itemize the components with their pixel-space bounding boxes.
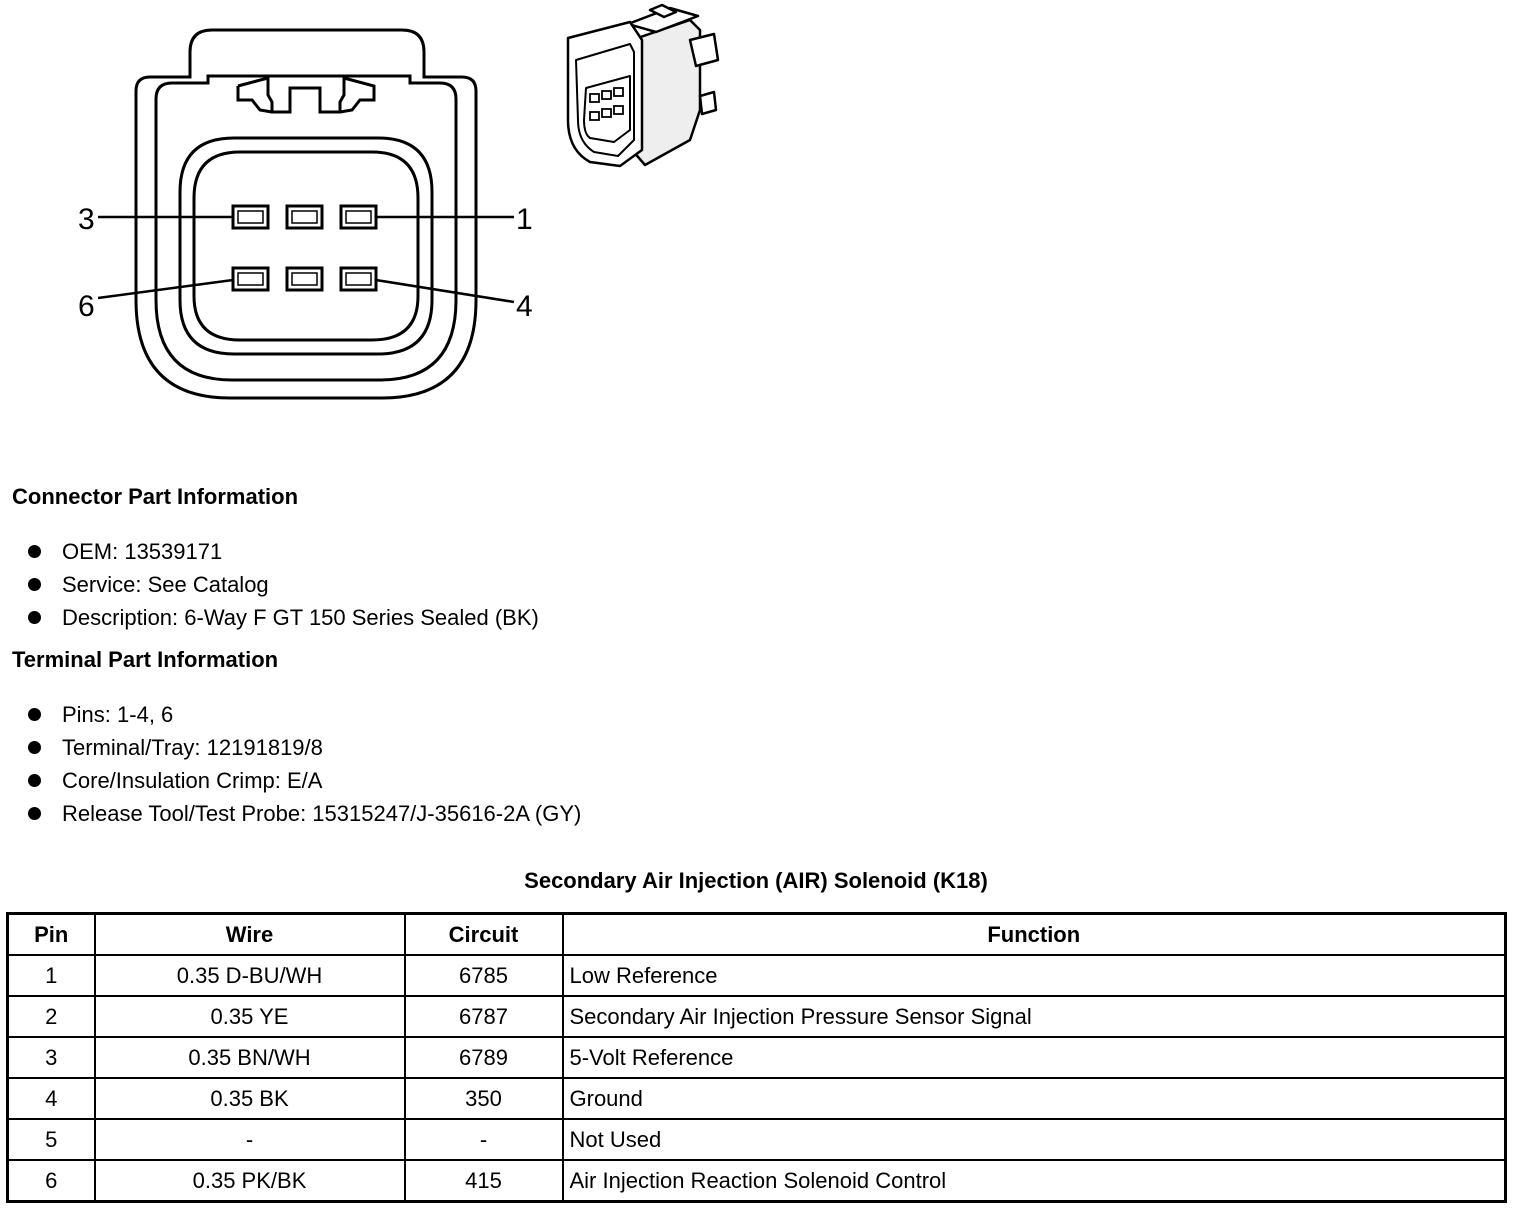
list-item: Service: See Catalog bbox=[28, 568, 539, 601]
connector-face-diagram bbox=[0, 0, 560, 420]
pin-label-1: 1 bbox=[516, 203, 533, 236]
table-row bbox=[8, 1078, 1506, 1119]
table-row bbox=[8, 955, 1506, 996]
cell-function: Low Reference bbox=[563, 955, 1506, 996]
header-function: Function bbox=[563, 914, 1506, 956]
list-item: OEM: 13539171 bbox=[28, 535, 539, 568]
cell-circuit: - bbox=[405, 1119, 563, 1160]
cell-pin: 2 bbox=[8, 996, 95, 1037]
cell-function: Ground bbox=[563, 1078, 1506, 1119]
bullet-icon bbox=[28, 545, 41, 558]
cell-circuit: 6785 bbox=[405, 955, 563, 996]
table-row bbox=[8, 1160, 1506, 1202]
cell-wire: 0.35 D-BU/WH bbox=[95, 955, 405, 996]
table-title: Secondary Air Injection (AIR) Solenoid (K18) bbox=[524, 868, 988, 893]
pin-cavities bbox=[233, 206, 376, 290]
cell-wire: - bbox=[95, 1119, 405, 1160]
bullet-icon bbox=[28, 708, 41, 721]
cell-wire: 0.35 BN/WH bbox=[95, 1037, 405, 1078]
pin-label-4: 4 bbox=[516, 290, 533, 323]
pin-label-6: 6 bbox=[78, 290, 95, 323]
cell-pin: 5 bbox=[8, 1119, 95, 1160]
list-item: Core/Insulation Crimp: E/A bbox=[28, 764, 581, 797]
header-pin: Pin bbox=[8, 914, 95, 956]
cell-wire: 0.35 YE bbox=[95, 996, 405, 1037]
cell-function: Secondary Air Injection Pressure Sensor Signal bbox=[563, 996, 1506, 1037]
cell-pin: 6 bbox=[8, 1160, 95, 1202]
bullet-icon bbox=[28, 807, 41, 820]
table-row bbox=[8, 1037, 1506, 1078]
header-wire: Wire bbox=[95, 914, 405, 956]
cell-wire: 0.35 BK bbox=[95, 1078, 405, 1119]
terminal-info-title: Terminal Part Information bbox=[12, 647, 279, 672]
cell-function: Not Used bbox=[563, 1119, 1506, 1160]
terminal-info-list bbox=[28, 698, 581, 830]
list-item: Terminal/Tray: 12191819/8 bbox=[28, 731, 581, 764]
cell-function: Air Injection Reaction Solenoid Control bbox=[563, 1160, 1506, 1202]
cell-circuit: 6787 bbox=[405, 996, 563, 1037]
table-row bbox=[8, 996, 1506, 1037]
cell-circuit: 415 bbox=[405, 1160, 563, 1202]
pinout-table bbox=[6, 912, 1507, 1203]
cell-function: 5-Volt Reference bbox=[563, 1037, 1506, 1078]
cell-circuit: 350 bbox=[405, 1078, 563, 1119]
table-row bbox=[8, 1119, 1506, 1160]
bullet-icon bbox=[28, 774, 41, 787]
bullet-icon bbox=[28, 611, 41, 624]
cell-wire: 0.35 PK/BK bbox=[95, 1160, 405, 1202]
list-item: Description: 6-Way F GT 150 Series Sealed (BK) bbox=[28, 601, 539, 634]
bullet-icon bbox=[28, 578, 41, 591]
connector-info-title: Connector Part Information bbox=[12, 484, 299, 509]
bullet-icon bbox=[28, 741, 41, 754]
connector-iso-illustration bbox=[550, 0, 730, 180]
cell-pin: 3 bbox=[8, 1037, 95, 1078]
list-item: Pins: 1-4, 6 bbox=[28, 698, 581, 731]
header-circuit: Circuit bbox=[405, 914, 563, 956]
cell-pin: 1 bbox=[8, 955, 95, 996]
cell-circuit: 6789 bbox=[405, 1037, 563, 1078]
list-item: Release Tool/Test Probe: 15315247/J-35616-2A (GY) bbox=[28, 797, 581, 830]
connector-info-list bbox=[28, 535, 539, 634]
pin-label-3: 3 bbox=[78, 203, 95, 236]
cell-pin: 4 bbox=[8, 1078, 95, 1119]
table-header-row bbox=[8, 914, 1506, 956]
